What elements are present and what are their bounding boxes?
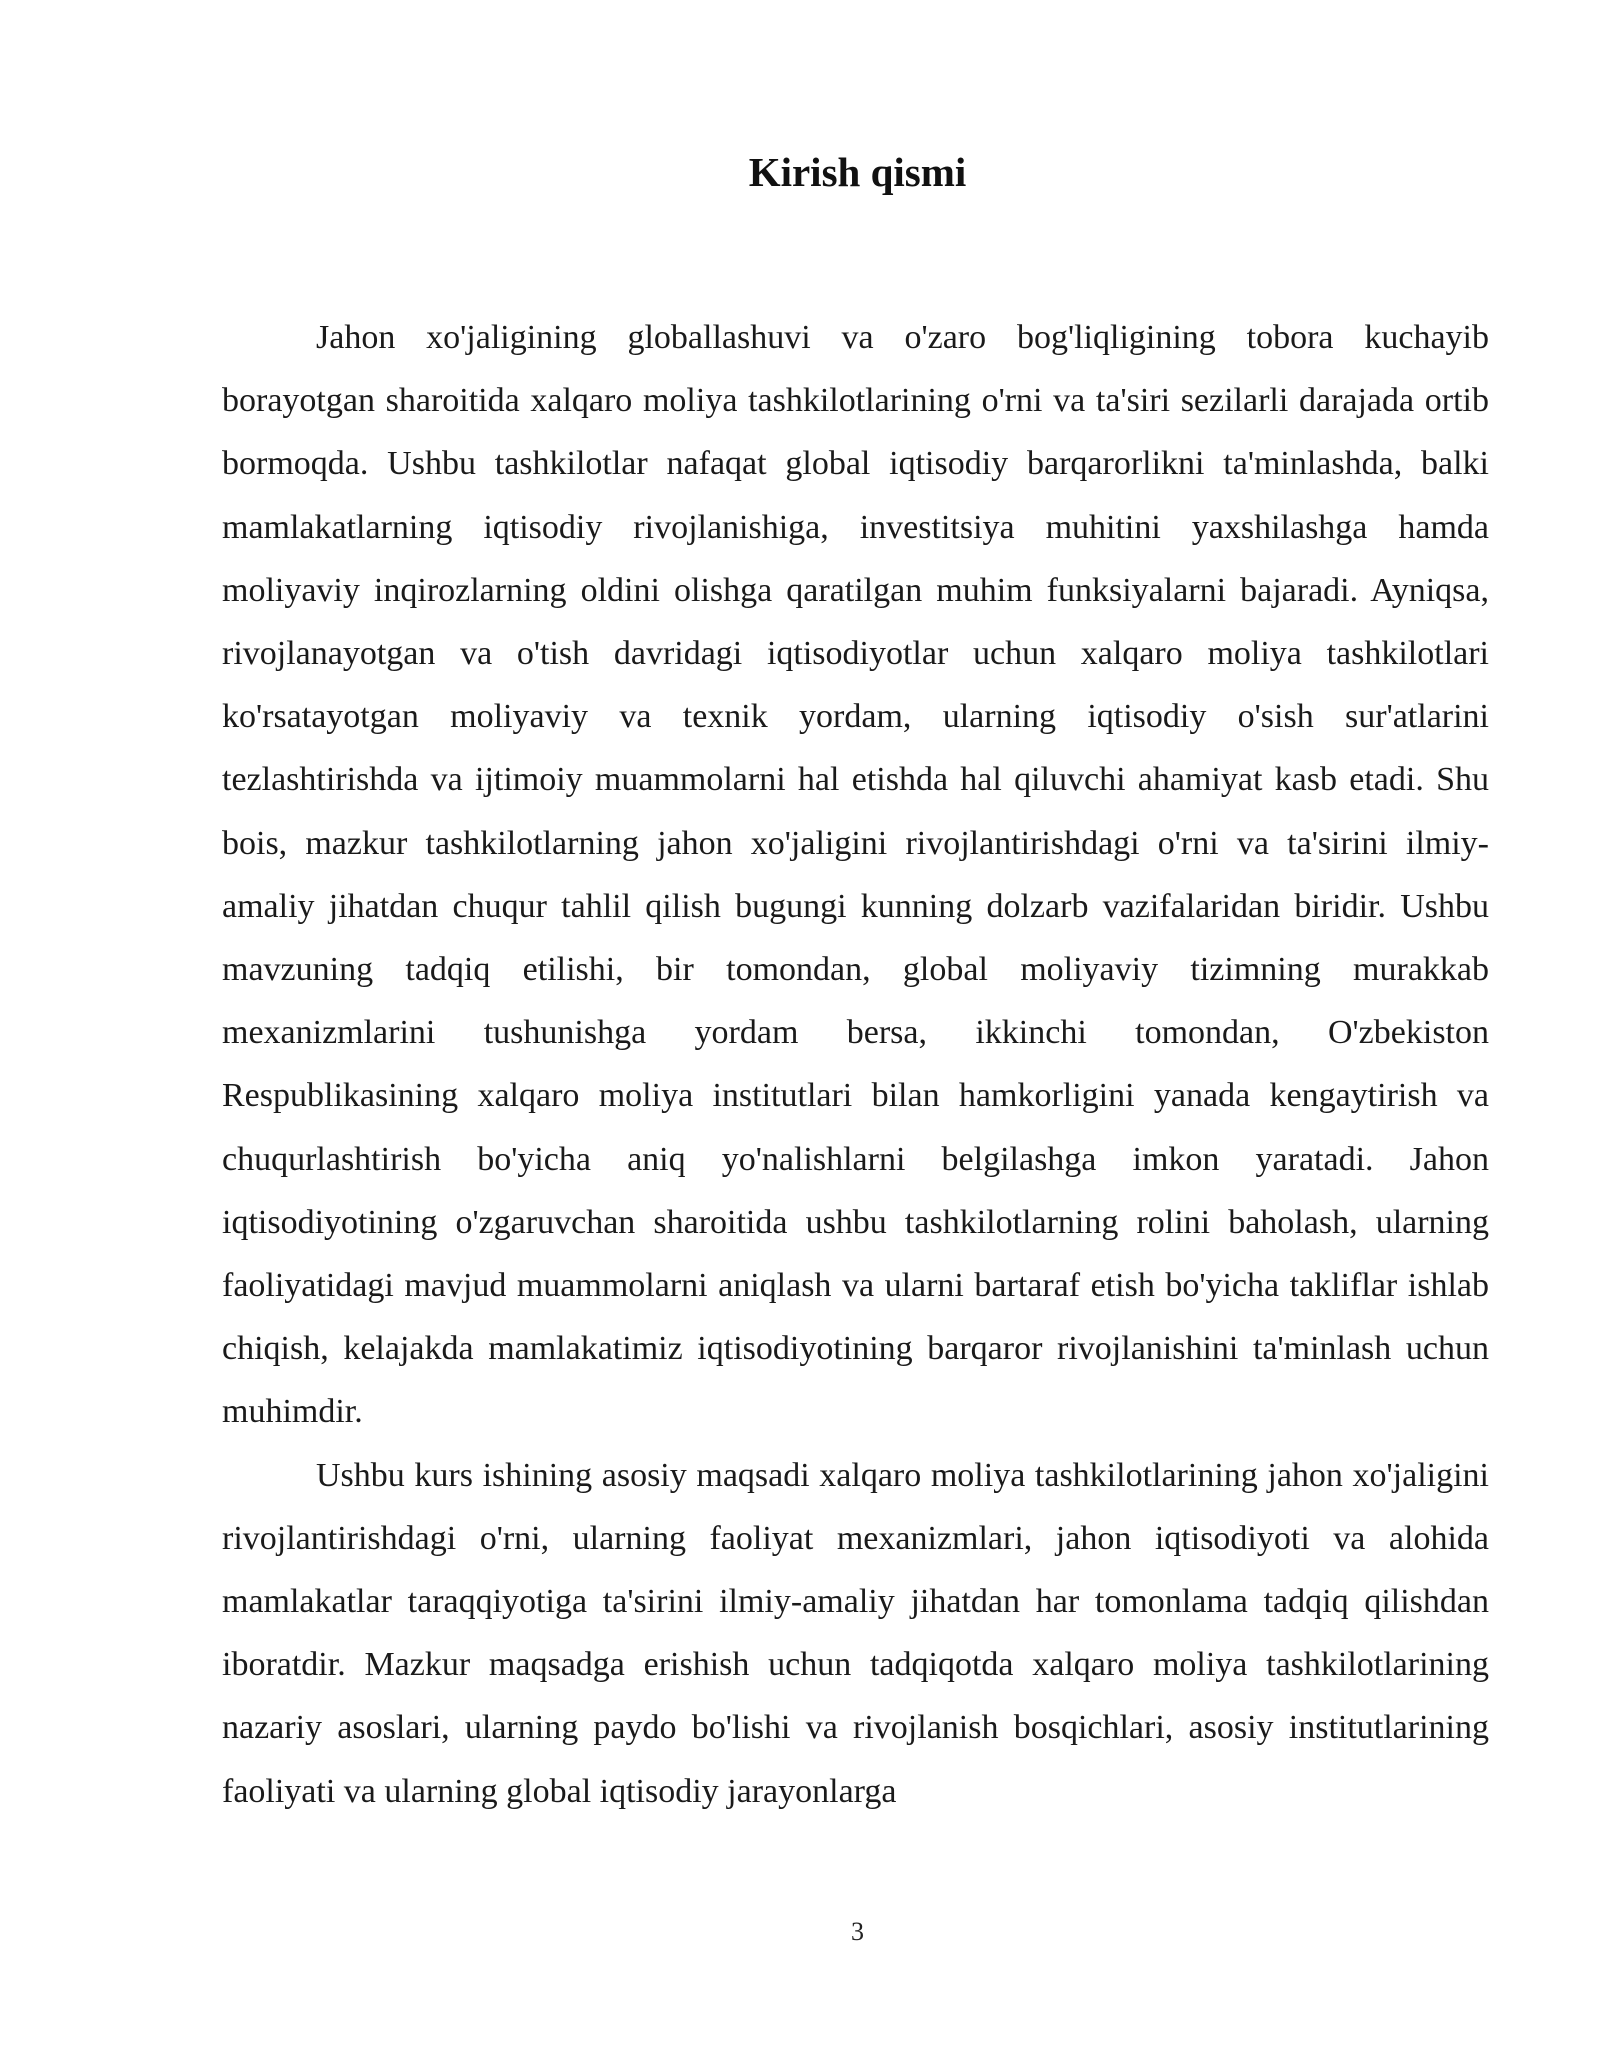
page-number: 3 [851, 1917, 864, 1946]
paragraph-1: Jahon xo'jaligining globallashuvi va o'zaro bog'liqligining tobora kuchayib borayotgan sharoitida xalqaro moliya tashkilotlarining o'rni va ta'siri sezilarli darajada ortib bormoqda. Ushbu tashkilotlar nafaqat global iqtisodiy barqarorlikni ta'minlashda, balki mamlakatlarning iqtisodiy rivojlanishiga, investitsiya muhitini yaxshilashga hamda moliyaviy inqirozlarning oldini olishga qaratilgan muhim funksiyalarni bajaradi. Ayniqsa, rivojlanayotgan va o'tish davridagi iqtisodiyotlar uchun xalqaro moliya tashkilotlari ko'rsatayotgan moliyaviy va texnik yordam, ularning iqtisodiy o'sish sur'atlarini tezlashtirishda va ijtimoiy muammolarni hal etishda hal qiluvchi ahamiyat kasb etadi. Shu bois, mazkur tashkilotlarning jahon xo'jaligini rivojlantirishdagi o'rni va ta'sirini ilmiy-amaliy jihatdan chuqur tahlil qilish bugungi kunning dolzarb vazifalaridan biridir. Ushbu mavzuning tadqiq etilishi, bir tomondan, global moliyaviy tizimning murakkab mexanizmlarini tushunishga yordam bersa, ikkinchi tomondan, O'zbekiston Respublikasining xalqaro moliya institutlari bilan hamkorligini yanada kengaytirish va chuqurlashtirish bo'yicha aniq yo'nalishlarni belgilashga imkon yaratadi. Jahon iqtisodiyotining o'zgaruvchan sharoitida ushbu tashkilotlarning rolini baholash, ularning faoliyatidagi mavjud muammolarni aniqlash va ularni bartaraf etish bo'yicha takliflar ishlab chiqish, kelajakda mamlakatimiz iqtisodiyotining barqaror rivojlanishini ta'minlash uchun muhimdir. [222, 319, 1489, 1431]
page-title: Kirish qismi [748, 149, 967, 195]
paragraph-2: Ushbu kurs ishining asosiy maqsadi xalqaro moliya tashkilotlarining jahon xo'jaligini rivojlantirishdagi o'rni, ularning faoliyat mexanizmlari, jahon iqtisodiyoti va alohida mamlakatlar taraqqiyotiga ta'sirini ilmiy-amaliy jihatdan har tomonlama tadqiq qilishdan iboratdir. Mazkur maqsadga erishish uchun tadqiqotda xalqaro moliya tashkilotlarining nazariy asoslari, ularning paydo bo'lishi va rivojlanish bosqichlari, asosiy institutlarining faoliyati va ularning global iqtisodiy jarayonlarga [222, 1456, 1489, 1810]
body-text [222, 306, 1489, 1823]
